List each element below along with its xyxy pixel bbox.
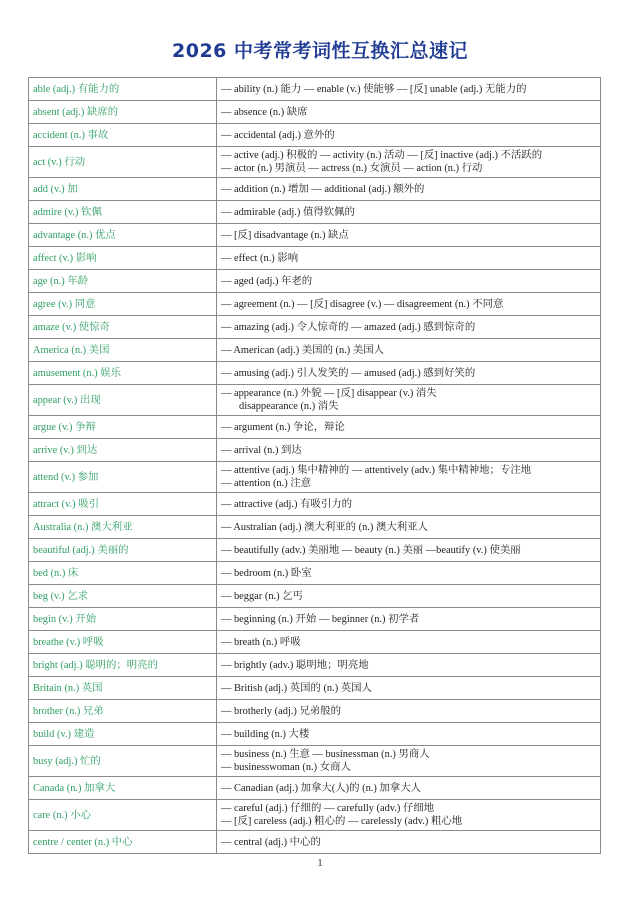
headword-cell: amaze (v.) 使惊奇: [29, 316, 217, 339]
derived-form-line: — beggar (n.) 乞丐: [221, 590, 303, 602]
derived-form-line: — ability (n.) 能力 — enable (v.) 使能够 — [反] unable (adj.) 无能力的: [221, 83, 527, 95]
table-row: [29, 385, 601, 416]
headword-cell: beautiful (adj.) 美丽的: [29, 539, 217, 562]
derived-form-line: — [反] careless (adj.) 粗心的 — carelessly (adv.) 粗心地: [221, 816, 463, 827]
table-row: [29, 147, 601, 178]
table-row: [29, 201, 601, 224]
derived-form-line: — agreement (n.) — [反] disagree (v.) — disagreement (n.) 不同意: [221, 298, 504, 310]
derived-forms-cell: [217, 439, 601, 462]
derived-forms-cell: [217, 516, 601, 539]
table-row: [29, 416, 601, 439]
headword-cell: build (v.) 建造: [29, 723, 217, 746]
derived-forms-cell: [217, 78, 601, 101]
headword-cell: attract (v.) 吸引: [29, 493, 217, 516]
derived-form-line: — American (adj.) 美国的 (n.) 美国人: [221, 344, 385, 356]
table-row: [29, 608, 601, 631]
derived-forms-cell: [217, 800, 601, 831]
derived-forms-cell: [217, 293, 601, 316]
table-row: [29, 800, 601, 831]
derived-form-line: — addition (n.) 增加 — additional (adj.) 额外的: [221, 183, 425, 195]
headword-cell: Canada (n.) 加拿大: [29, 777, 217, 800]
headword-cell: admire (v.) 钦佩: [29, 201, 217, 224]
table-row: [29, 439, 601, 462]
derived-forms-cell: [217, 270, 601, 293]
derived-form-line: — central (adj.) 中心的: [221, 836, 321, 848]
headword-cell: brother (n.) 兄弟: [29, 700, 217, 723]
vocabulary-table-body: [29, 78, 601, 854]
derived-form-line: — [反] disadvantage (n.) 缺点: [221, 229, 349, 241]
derived-forms-cell: [217, 700, 601, 723]
derived-forms-cell: [217, 224, 601, 247]
derived-forms-cell: [217, 362, 601, 385]
headword-cell: absent (adj.) 缺席的: [29, 101, 217, 124]
page-number: 1: [317, 857, 323, 869]
headword-cell: age (n.) 年龄: [29, 270, 217, 293]
derived-form-line: — British (adj.) 英国的 (n.) 英国人: [221, 682, 372, 694]
table-row: [29, 831, 601, 854]
derived-forms-cell: [217, 654, 601, 677]
table-row: [29, 462, 601, 493]
headword-cell: bed (n.) 床: [29, 562, 217, 585]
derived-forms-cell: [217, 247, 601, 270]
derived-form-line: — amazing (adj.) 令人惊奇的 — amazed (adj.) 感到惊奇的: [221, 321, 476, 333]
table-row: [29, 224, 601, 247]
derived-forms-cell: [217, 147, 601, 178]
derived-forms-cell: [217, 723, 601, 746]
headword-cell: busy (adj.) 忙的: [29, 746, 217, 777]
derived-form-line: — building (n.) 大楼: [221, 728, 310, 740]
derived-forms-cell: [217, 631, 601, 654]
derived-form-line: — attention (n.) 注意: [221, 478, 312, 489]
derived-form-line: — admirable (adj.) 值得钦佩的: [221, 206, 355, 218]
headword-cell: breathe (v.) 呼吸: [29, 631, 217, 654]
headword-cell: accident (n.) 事故: [29, 124, 217, 147]
derived-form-line: — aged (adj.) 年老的: [221, 275, 313, 287]
derived-forms-cell: [217, 339, 601, 362]
table-row: [29, 631, 601, 654]
headword-cell: beg (v.) 乞求: [29, 585, 217, 608]
derived-form-line: disappearance (n.) 消失: [239, 401, 339, 412]
headword-cell: bright (adj.) 聪明的；明亮的: [29, 654, 217, 677]
derived-form-line: — Australian (adj.) 澳大利亚的 (n.) 澳大利亚人: [221, 521, 428, 533]
derived-form-line: — careful (adj.) 仔细的 — carefully (adv.) 仔细地: [221, 803, 435, 814]
headword-cell: add (v.) 加: [29, 178, 217, 201]
derived-form-line: — absence (n.) 缺席: [221, 106, 308, 118]
headword-cell: Australia (n.) 澳大利亚: [29, 516, 217, 539]
table-row: [29, 493, 601, 516]
table-row: [29, 654, 601, 677]
table-row: [29, 270, 601, 293]
derived-form-line: — business (n.) 生意 — businessman (n.) 男商人: [221, 749, 430, 760]
table-row: [29, 339, 601, 362]
derived-form-line: — argument (n.) 争论，辩论: [221, 421, 345, 433]
table-row: [29, 101, 601, 124]
derived-form-line: — appearance (n.) 外貌 — [反] disappear (v.) 消失: [221, 388, 437, 399]
derived-form-line: — actor (n.) 男演员 — actress (n.) 女演员 — action (n.) 行动: [221, 163, 483, 174]
table-row: [29, 362, 601, 385]
derived-forms-cell: [217, 385, 601, 416]
headword-cell: attend (v.) 参加: [29, 462, 217, 493]
derived-forms-cell: [217, 777, 601, 800]
headword-cell: amusement (n.) 娱乐: [29, 362, 217, 385]
derived-forms-cell: [217, 101, 601, 124]
derived-form-line: — attentive (adj.) 集中精神的 — attentively (adv.) 集中精神地；专注地: [221, 465, 532, 476]
table-row: [29, 700, 601, 723]
derived-form-line: — businesswoman (n.) 女商人: [221, 762, 351, 773]
derived-forms-cell: [217, 746, 601, 777]
table-row: [29, 124, 601, 147]
derived-forms-cell: [217, 416, 601, 439]
derived-form-line: — arrival (n.) 到达: [221, 444, 302, 456]
derived-forms-cell: [217, 462, 601, 493]
headword-cell: centre / center (n.) 中心: [29, 831, 217, 854]
headword-cell: able (adj.) 有能力的: [29, 78, 217, 101]
headword-cell: begin (v.) 开始: [29, 608, 217, 631]
derived-form-line: — effect (n.) 影响: [221, 252, 299, 264]
derived-form-line: — brotherly (adj.) 兄弟般的: [221, 705, 342, 717]
table-row: [29, 247, 601, 270]
derived-form-line: — brightly (adv.) 聪明地；明亮地: [221, 659, 369, 671]
derived-form-line: — beginning (n.) 开始 — beginner (n.) 初学者: [221, 613, 420, 625]
derived-forms-cell: [217, 539, 601, 562]
derived-forms-cell: [217, 124, 601, 147]
derived-form-line: — breath (n.) 呼吸: [221, 636, 301, 648]
derived-forms-cell: [217, 316, 601, 339]
derived-forms-cell: [217, 201, 601, 224]
derived-form-line: — beautifully (adv.) 美丽地 — beauty (n.) 美丽 —beautify (v.) 使美丽: [221, 544, 521, 556]
table-row: [29, 777, 601, 800]
derived-form-line: — attractive (adj.) 有吸引力的: [221, 498, 352, 510]
table-row: [29, 516, 601, 539]
table-row: [29, 746, 601, 777]
table-row: [29, 677, 601, 700]
derived-forms-cell: [217, 585, 601, 608]
headword-cell: argue (v.) 争辩: [29, 416, 217, 439]
table-row: [29, 293, 601, 316]
derived-forms-cell: [217, 493, 601, 516]
headword-cell: care (n.) 小心: [29, 800, 217, 831]
derived-forms-cell: [217, 178, 601, 201]
derived-form-line: — bedroom (n.) 卧室: [221, 567, 312, 579]
table-row: [29, 316, 601, 339]
derived-forms-cell: [217, 831, 601, 854]
derived-form-line: — accidental (adj.) 意外的: [221, 129, 335, 141]
headword-cell: advantage (n.) 优点: [29, 224, 217, 247]
table-row: [29, 178, 601, 201]
derived-form-line: — Canadian (adj.) 加拿大(人)的 (n.) 加拿大人: [221, 782, 421, 794]
derived-form-line: — active (adj.) 积极的 — activity (n.) 活动 — [反] inactive (adj.) 不活跃的: [221, 150, 543, 161]
table-row: [29, 562, 601, 585]
derived-forms-cell: [217, 608, 601, 631]
table-row: [29, 539, 601, 562]
headword-cell: agree (v.) 同意: [29, 293, 217, 316]
page-title: 2026 中考常考词性互换汇总速记: [172, 40, 468, 62]
headword-cell: arrive (v.) 到达: [29, 439, 217, 462]
headword-cell: America (n.) 美国: [29, 339, 217, 362]
table-row: [29, 723, 601, 746]
table-row: [29, 585, 601, 608]
vocabulary-table: [28, 77, 601, 854]
table-row: [29, 78, 601, 101]
headword-cell: Britain (n.) 英国: [29, 677, 217, 700]
headword-cell: act (v.) 行动: [29, 147, 217, 178]
derived-forms-cell: [217, 562, 601, 585]
headword-cell: affect (v.) 影响: [29, 247, 217, 270]
derived-form-line: — amusing (adj.) 引人发笑的 — amused (adj.) 感到好笑的: [221, 367, 476, 379]
headword-cell: appear (v.) 出现: [29, 385, 217, 416]
derived-forms-cell: [217, 677, 601, 700]
